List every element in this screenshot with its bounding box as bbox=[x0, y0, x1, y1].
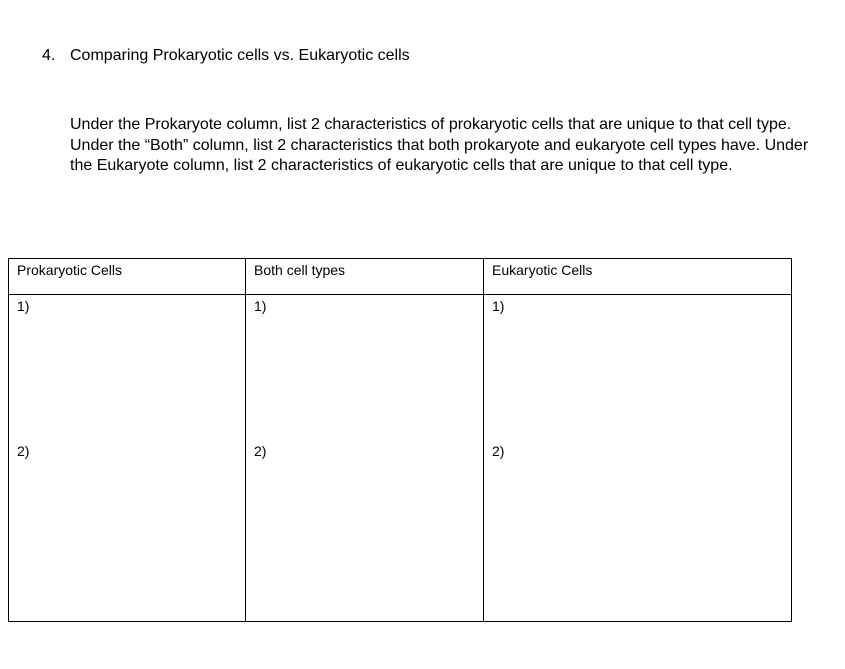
prokaryotic-item-1: 1) bbox=[17, 298, 30, 314]
header-both: Both cell types bbox=[246, 259, 484, 295]
question-heading bbox=[42, 46, 410, 66]
comparison-table bbox=[8, 258, 792, 622]
eukaryotic-answer-cell[interactable] bbox=[484, 295, 792, 622]
both-item-1: 1) bbox=[254, 298, 267, 314]
header-eukaryotic: Eukaryotic Cells bbox=[484, 259, 792, 295]
question-number: 4. bbox=[42, 47, 56, 64]
table-answer-row bbox=[9, 295, 792, 622]
both-answer-cell[interactable] bbox=[246, 295, 484, 622]
table-header-row bbox=[9, 259, 792, 295]
header-prokaryotic: Prokaryotic Cells bbox=[9, 259, 246, 295]
prokaryotic-item-2: 2) bbox=[17, 443, 30, 459]
instructions-text: Under the Prokaryote column, list 2 characteristics of prokaryotic cells that are unique to that cell type. Under the “Both” column, list 2 characteristics that both prokaryote and eukaryote cell types have. Under the Eukaryote column, list 2 characteristics of eukaryotic cells that are unique to that cell type. bbox=[70, 116, 809, 174]
eukaryotic-item-2: 2) bbox=[492, 443, 505, 459]
eukaryotic-item-1: 1) bbox=[492, 298, 505, 314]
question-title: Comparing Prokaryotic cells vs. Eukaryotic cells bbox=[70, 47, 410, 64]
prokaryotic-answer-cell[interactable] bbox=[9, 295, 246, 622]
both-item-2: 2) bbox=[254, 443, 267, 459]
